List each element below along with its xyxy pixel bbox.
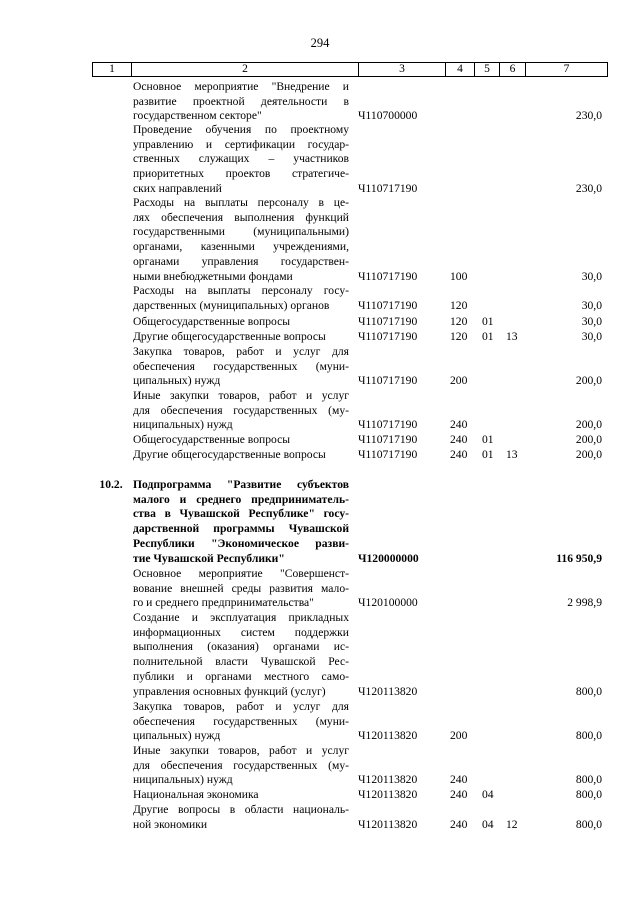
row-name-line: Закупка товаров, работ и услуг для [133,345,349,358]
row-name-line: Основное мероприятие "Внедрение и [133,80,349,93]
amount: 230,0 [575,181,602,195]
row-name-line: ских направлений [133,181,222,195]
target-article-code: Ч120113820 [358,684,418,698]
target-article-code: Ч120113820 [358,773,418,787]
row-name-line: Общегосударственные вопросы [133,433,291,446]
expense-type-code: 120 [450,298,468,312]
row-name-line: обеспечения государственных (муни- [133,714,349,728]
amount: 2 998,9 [567,596,602,610]
row-name-line: ственных служащих – участников [133,152,349,166]
header-col-6: 6 [509,63,516,75]
row-name-line: публики и органами местного само- [133,669,349,683]
row-number: 10.2. [99,478,123,491]
header-col-5: 5 [484,63,490,75]
amount: 30,0 [581,330,602,343]
amount: 200,0 [575,433,602,446]
row-name-line: управления основных функций (услуг) [133,684,326,698]
target-article-code: Ч110717190 [358,330,418,343]
amount: 30,0 [581,315,602,328]
amount: 116 950,9 [556,551,602,565]
row-name-line: государственными (муниципальными) [133,225,349,239]
target-article-code: Ч110700000 [358,109,418,123]
expense-type-code: 240 [450,418,468,432]
expense-type-code: 240 [450,773,468,787]
section-code: 01 [482,448,494,461]
row-name-line: ства в Чувашской Республике" госу- [133,507,349,521]
row-name-line: малого и среднего предприниматель- [133,492,349,506]
row-name-line: полнительной власти Чувашской Рес- [133,655,349,669]
row-name-line: лях обеспечения выполнения функций [133,210,349,224]
amount: 800,0 [575,684,602,698]
row-name-line: ципальных) нужд [133,729,221,743]
row-name-line: Расходы на выплаты персоналу госу- [133,284,349,297]
target-article-code: Ч120113820 [358,729,418,743]
amount: 800,0 [575,788,602,801]
section-code: 04 [482,817,494,831]
expense-type-code: 200 [450,374,468,388]
amount: 800,0 [575,729,602,743]
page-number: 294 [310,36,330,50]
expense-type-code: 120 [450,315,468,328]
row-name-line: вование внешней среды развития мало- [133,581,349,595]
amount: 30,0 [581,298,602,312]
amount: 200,0 [575,374,602,388]
row-name-line: Основное мероприятие "Совершенст- [133,567,349,580]
target-article-code: Ч110717190 [358,448,418,461]
header-col-7: 7 [563,63,570,75]
target-article-code: Ч110717190 [358,315,418,328]
expense-type-code: 120 [450,330,468,343]
section-code: 01 [482,433,494,446]
row-name-line: Республики "Экономическое разви- [133,536,349,550]
row-name-line: Проведение обучения по проектному [133,123,349,136]
table-header [92,62,608,77]
row-name-line: Другие вопросы в области националь- [133,803,349,816]
row-name-line: Национальная экономика [133,788,259,801]
row-name-line: Иные закупки товаров, работ и услуг [133,744,349,757]
row-name-line: выполнения (оказания) органами ис- [133,640,349,654]
row-name-line: Закупка товаров, работ и услуг для [133,700,349,713]
row-name-line: дарственной программы Чувашской [133,522,349,536]
amount: 800,0 [575,773,602,787]
row-name-line: приоритетных проектов стратегиче- [133,167,349,181]
expense-type-code: 240 [450,433,468,446]
row-name-line: дарственных (муниципальных) органов [133,298,330,312]
row-name-line: ниципальных) нужд [133,418,233,432]
target-article-code: Ч110717190 [358,269,418,283]
row-name-line: государственном секторе" [133,109,262,123]
expense-type-code: 200 [450,729,468,743]
amount: 230,0 [575,109,602,123]
row-name-line: органами управления государствен- [133,254,349,268]
row-name-line: обеспечения государственных (муни- [133,359,349,373]
row-name-line: тие Чувашской Республики" [133,551,285,565]
target-article-code: Ч120000000 [358,551,419,565]
row-name-line: ными внебюджетными фондами [133,269,293,283]
header-col-2: 2 [242,63,248,75]
expense-type-code: 240 [450,817,468,831]
target-article-code: Ч120100000 [358,596,418,610]
section-code: 01 [482,315,494,328]
row-name-line: ципальных) нужд [133,374,221,388]
header-col-3: 3 [399,63,405,75]
subsection-code: 12 [506,817,518,831]
row-name-line: органами, казенными учреждениями, [133,240,349,254]
subsection-code: 13 [506,330,518,343]
header-col-1: 1 [109,63,115,75]
target-article-code: Ч110717190 [358,418,418,432]
row-name-line: Подпрограмма "Развитие субъектов [133,478,349,491]
amount: 30,0 [581,269,602,283]
section-code: 01 [482,330,494,343]
row-name-line: управлению и сертификации государ- [133,137,349,151]
section-code: 04 [482,788,494,801]
row-name-line: Иные закупки товаров, работ и услуг [133,389,349,402]
row-name-line: для обеспечения государственных (му- [133,403,349,417]
amount: 200,0 [575,448,602,461]
amount: 800,0 [575,817,602,831]
expense-type-code: 240 [450,788,468,801]
row-name-line: информационных систем поддержки [133,625,349,639]
target-article-code: Ч110717190 [358,433,418,446]
target-article-code: Ч120113820 [358,788,418,801]
expense-type-code: 240 [450,448,468,461]
row-name-line: для обеспечения государственных (му- [133,758,349,772]
row-name-line: Общегосударственные вопросы [133,315,291,328]
amount: 200,0 [575,418,602,432]
row-name-line: Расходы на выплаты персоналу в це- [133,196,349,209]
row-name-line: ниципальных) нужд [133,773,233,787]
expense-type-code: 100 [450,269,468,283]
row-name-line: Создание и эксплуатация прикладных [133,611,349,624]
subsection-code: 13 [506,448,518,461]
target-article-code: Ч110717190 [358,374,418,388]
row-name-line: го и среднего предпринимательства" [133,596,314,610]
target-article-code: Ч120113820 [358,817,418,831]
row-name-line: Другие общегосударственные вопросы [133,330,326,343]
row-name-line: развитие проектной деятельности в [133,94,349,108]
target-article-code: Ч110717190 [358,181,418,195]
target-article-code: Ч110717190 [358,298,418,312]
header-col-4: 4 [457,63,463,75]
row-name-line: Другие общегосударственные вопросы [133,448,326,461]
row-name-line: ной экономики [133,817,208,831]
